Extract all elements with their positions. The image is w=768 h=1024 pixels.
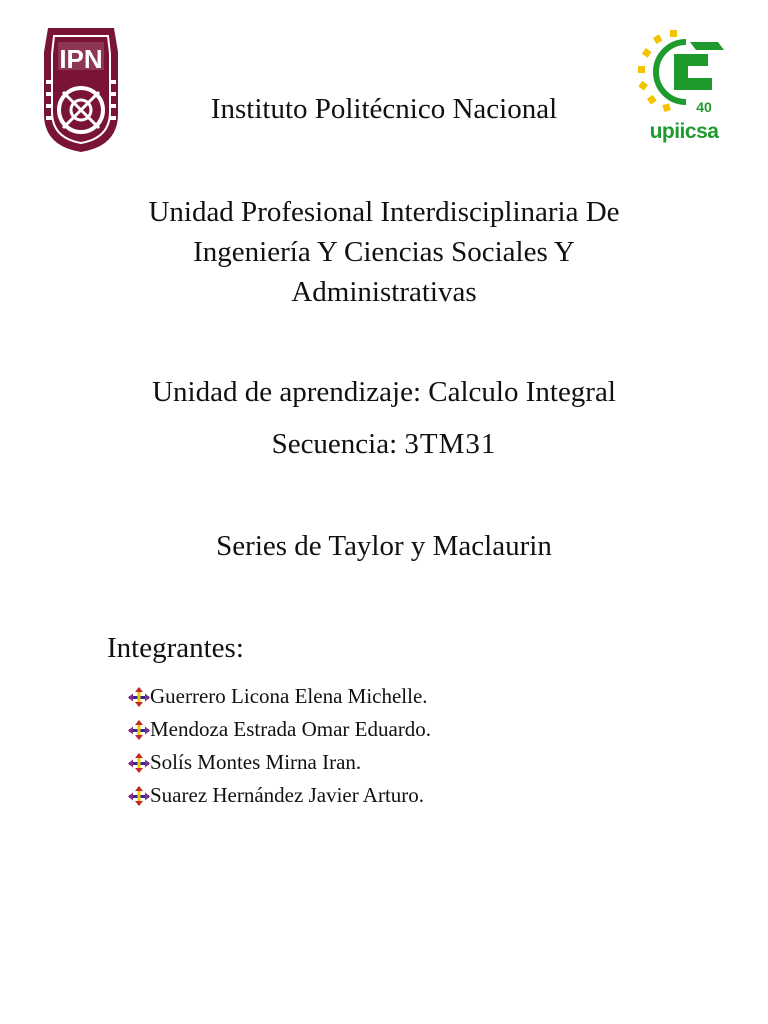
four-arrow-bullet-icon xyxy=(128,687,150,707)
list-item xyxy=(128,779,431,812)
member-name: Mendoza Estrada Omar Eduardo. xyxy=(150,717,432,741)
four-arrow-bullet-icon xyxy=(128,786,150,806)
sequence-label: Secuencia: xyxy=(271,428,398,460)
members-list xyxy=(128,680,431,812)
institute-name: Instituto Politécnico Nacional xyxy=(210,93,558,125)
upiicsa-badge: 40 xyxy=(696,99,712,115)
member-name: Solís Montes Mirna Iran. xyxy=(150,750,362,774)
academic-unit-line-1: Unidad Profesional Interdisciplinaria De xyxy=(148,196,620,228)
svg-text:IPN: IPN xyxy=(59,44,103,74)
four-arrow-bullet-icon xyxy=(128,753,150,773)
upiicsa-wordmark: upiicsa xyxy=(649,120,719,143)
sequence-code: 3TM31 xyxy=(404,428,497,460)
members-heading: Integrantes: xyxy=(107,632,244,664)
four-arrow-bullet-icon xyxy=(128,720,150,740)
course-subject: Unidad de aprendizaje: Calculo Integral xyxy=(152,376,616,408)
academic-unit-line-2: Ingeniería Y Ciencias Sociales Y xyxy=(193,236,575,268)
sequence-line xyxy=(0,428,768,461)
list-item xyxy=(128,713,431,746)
list-item xyxy=(128,680,431,713)
academic-unit-line-3: Administrativas xyxy=(291,276,477,308)
member-name: Suarez Hernández Javier Arturo. xyxy=(150,783,425,807)
upiicsa-logo-icon xyxy=(634,28,734,146)
list-item xyxy=(128,746,431,779)
ipn-seal-icon xyxy=(38,22,124,156)
member-name: Guerrero Licona Elena Michelle. xyxy=(150,684,428,708)
report-topic: Series de Taylor y Maclaurin xyxy=(216,530,552,562)
